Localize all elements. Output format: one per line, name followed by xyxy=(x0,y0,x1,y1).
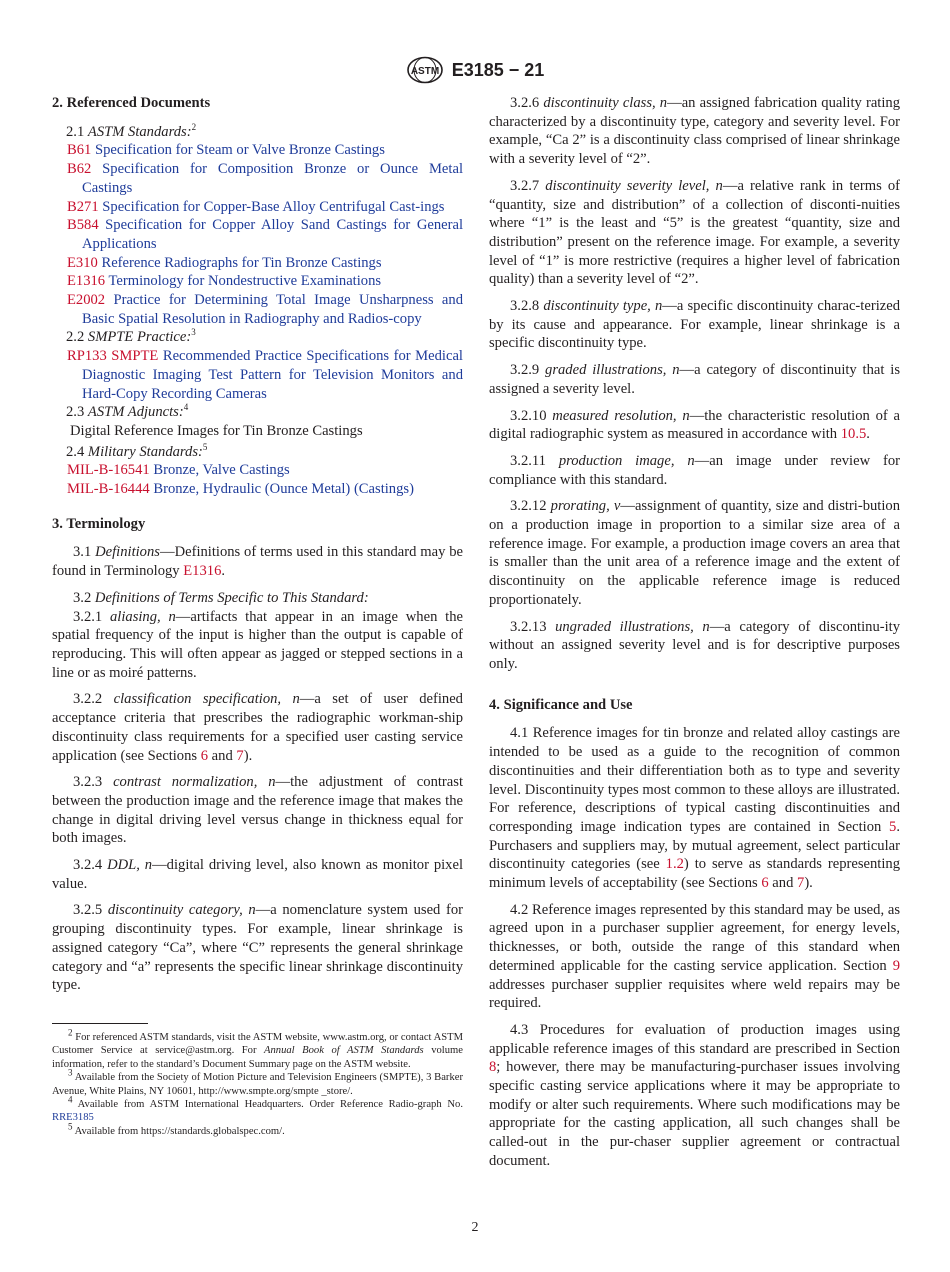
section-link[interactable]: 9 xyxy=(892,957,900,974)
section-link[interactable]: E1316 xyxy=(183,563,222,580)
section-link[interactable]: 7 xyxy=(797,875,805,892)
ref-title-link[interactable]: Specification for Composition Bronze or Ounce Metal Castings xyxy=(82,161,463,196)
ref-title-link[interactable]: Specification for Copper Alloy Sand Castings for General Applications xyxy=(82,217,464,252)
ref-item xyxy=(52,160,463,197)
section-2-heading: 2. Referenced Documents xyxy=(52,95,211,111)
ref-title-link[interactable]: Specification for Copper-Base Alloy Centrifugal Cast-ings xyxy=(102,198,445,215)
footnote-3: $^3$ Available from the Society of Motion Picture and Television Engineers (SMPTE), 3 Barker Avenue, White Plains, NY 10601, http://www.smpte.org/smpte _store/. xyxy=(52,1067,463,1097)
paragraph-3-2-4: 3.2.4 DDL, n—digital driving level, also known as monitor pixel value. xyxy=(52,857,463,892)
ref-code-link[interactable]: B584 xyxy=(67,217,99,234)
footnote-5: $^5$ Available from https://standards.globalspec.com/. xyxy=(68,1121,285,1137)
ref-code-link[interactable]: E1316 xyxy=(67,273,106,290)
paragraph-3-2-7: 3.2.7 discontinuity severity level, n—a relative rank in terms of “quantity, size and distribution” of a collection of disconti-nuities where “1” is the least and “5” is the greatest “quantity, size and distribution” present on the reference image. For example, a severity level of “1” is more restrictive (requires a higher level of fabrication quality) than a severity level of “2”. xyxy=(489,177,901,288)
subsection-2-3: 2.3 ASTM Adjuncts:$^4$ xyxy=(66,402,189,421)
document-id: E3185 − 21 xyxy=(451,59,545,80)
footnote-divider xyxy=(52,1023,148,1024)
paragraph-3-2-6: 3.2.6 discontinuity class, n—an assigned fabrication quality rating characterized by a discontinuity type, category and severity level. For example, “Ca 2” is a discontinuity class comprised of linear shrinkage with a severity level of “2”. xyxy=(489,95,900,168)
paragraph-3-2-13: 3.2.13 ungraded illustrations, n—a category of discontinu-ity without an assigned severity level and is for descriptive purposes only. xyxy=(489,618,901,672)
subsection-2-2: 2.2 SMPTE Practice:$^3$ xyxy=(66,327,196,346)
ref-code-link[interactable]: B271 xyxy=(67,198,99,215)
ref-item xyxy=(52,254,463,273)
ref-list-astm xyxy=(52,141,463,328)
paragraph-4-3: 4.3 Procedures for evaluation of production images using applicable reference images of this standard are prescribed in Section 8; however, there may be manufacturing-purchaser issues involving specific casting service applications where it may be appropriate to modify or alter such requirements. Where such modifications may be appropriate for the casting application, all such changes shall be called-out in the pur-chaser supplier agreement or contractual document. xyxy=(489,1021,901,1169)
paragraph-3-2-3: 3.2.3 contrast normalization, n—the adjustment of contrast between the production image and the reference image that makes the change in digital driving level versus change in thickness equal for both images. xyxy=(52,774,463,847)
paragraph-3-2-2: 3.2.2 classification specification, n—a set of user defined acceptance criteria that prescribes the radiographic workman-ship discontinuity class requirements for a specified user casting service application (see Sections 6 and 7). xyxy=(52,691,463,764)
ref-title-link[interactable]: Bronze, Valve Castings xyxy=(153,462,290,479)
svg-text:ASTM: ASTM xyxy=(410,66,439,77)
ref-code-link[interactable]: E2002 xyxy=(67,292,106,309)
ref-code-link[interactable]: E310 xyxy=(67,254,98,271)
paragraph-3-1: 3.1 Definitions—Definitions of terms used in this standard may be found in Terminology E1316. xyxy=(52,544,463,580)
section-link[interactable]: 8 xyxy=(489,1059,497,1076)
footnotes xyxy=(52,1027,464,1138)
ref-item xyxy=(52,347,463,403)
ref-title-link[interactable]: Specification for Steam or Valve Bronze Castings xyxy=(94,142,385,159)
ref-code-link[interactable]: RP133 SMPTE xyxy=(67,348,159,365)
paragraph-3-2: 3.2 Definitions of Terms Specific to This Standard: xyxy=(73,589,369,606)
paragraph-3-2-9: 3.2.9 graded illustrations, n—a category of discontinuity that is assigned a severity level. xyxy=(489,362,901,397)
section-link[interactable]: 6 xyxy=(200,747,209,764)
ref-title-link[interactable]: Practice for Determining Total Image Unsharpness and Basic Spatial Resolution in Radiography and Radios-copy xyxy=(82,292,463,327)
paragraph-4-1: 4.1 Reference images for tin bronze and related alloy castings are intended to be used as a guide to the recognition of common discontinuities and their differentiation both as to type and severity level. Discontinuity types most common to these alloys are illustrated. For reference, descriptions of typical casting discontinuities and corresponding image indication types are contained in Section 5. Purchasers and suppliers may, by mutual agreement, select particular discontinuity categories (see 1.2) to serve as standards representing minimum levels of acceptability (see Sections 6 and 7). xyxy=(489,725,900,892)
ref-item xyxy=(52,198,463,217)
paragraph-3-2-12: 3.2.12 prorating, v—assignment of quantity, size and distri-bution on a production image in proportion to a similar size area of a reference image. For example, a production image covers an area that is smaller than the unit area of a reference image and the extent of discontinuity on the applicable reference image is reduced proportionately. xyxy=(489,498,901,608)
ref-code-link[interactable]: B62 xyxy=(67,161,92,178)
ref-code-link[interactable]: B61 xyxy=(67,142,92,159)
ref-title-link[interactable]: Recommended Practice Specifications for Medical Diagnostic Imaging Test Pattern for Television Monitors and Hard-Copy Recording Cameras xyxy=(82,348,463,402)
section-3-heading: 3. Terminology xyxy=(52,515,146,532)
ref-title-link[interactable]: Terminology for Nondestructive Examinations xyxy=(108,273,382,290)
section-link[interactable]: 10.5 xyxy=(840,426,867,443)
subsection-2-1: 2.1 ASTM Standards:$^2$ xyxy=(66,121,197,140)
ref-title-link[interactable]: Reference Radiographs for Tin Bronze Castings xyxy=(101,254,382,271)
section-link[interactable]: 7 xyxy=(236,747,244,764)
ref-item xyxy=(52,480,463,499)
ref-code-link[interactable]: MIL-B-16444 xyxy=(67,481,150,498)
ref-title-link[interactable]: Bronze, Hydraulic (Ounce Metal) (Castings) xyxy=(153,481,414,498)
paragraph-3-2-10: 3.2.10 measured resolution, n—the characteristic resolution of a digital radiographic system as measured in accordance with 10.5. xyxy=(489,407,900,443)
adjunct-item: Digital Reference Images for Tin Bronze Castings xyxy=(70,422,363,439)
footnote-2: $^2$ For referenced ASTM standards, visit the ASTM website, www.astm.org, or contact ASTM Customer Service at service@astm.org. For Annual Book of ASTM Standards volume information, refer to the standard’s Document Summary page on the ASTM website. xyxy=(52,1027,464,1070)
page-header xyxy=(0,54,950,86)
ref-item xyxy=(52,216,463,253)
ref-code-link[interactable]: MIL-B-16541 xyxy=(67,462,150,479)
section-link[interactable]: 5 xyxy=(889,818,897,835)
right-column xyxy=(489,94,900,1179)
section-link[interactable]: 1.2 xyxy=(665,856,684,873)
footnote-link[interactable]: RRE3185 xyxy=(52,1112,94,1124)
ref-item xyxy=(52,141,463,160)
ref-item xyxy=(52,461,463,480)
astm-logo-icon xyxy=(406,56,444,84)
paragraph-3-2-11: 3.2.11 production image, n—an image under review for compliance with this standard. xyxy=(489,452,900,488)
ref-item xyxy=(52,291,463,328)
section-4-heading: 4. Significance and Use xyxy=(489,696,633,713)
subsection-2-4: 2.4 Military Standards:$^5$ xyxy=(66,441,208,460)
paragraph-4-2: 4.2 Reference images represented by this standard may be used, as agreed upon in a purchaser supplier agreement, for energy levels, thicknesses, or both, outside the range of this standard when determined applicable for the casting service application. Section 9 addresses purchaser supplier requisites where weld repairs may be required. xyxy=(489,901,900,1012)
paragraph-3-2-8: 3.2.8 discontinuity type, n—a specific discontinuity charac-terized by its cause and appearance. For example, linear shrinkage is a specific discontinuity type. xyxy=(489,298,900,352)
paragraph-3-2-5: 3.2.5 discontinuity category, n—a nomenclature system used for grouping discontinuity types. For example, linear shrinkage is assigned category “Ca”, where “C” represents the general shrinkage category and “a” represents the specific linear shrinkage discontinuity type. xyxy=(52,902,464,994)
paragraph-3-2-1: 3.2.1 aliasing, n—artifacts that appear in an image when the spatial frequency of the input is higher than the output is capable of reproducing. This will often appear as jagged or stepped sections in a line or as moiré patterns. xyxy=(52,608,463,681)
page-number: 2 xyxy=(471,1220,479,1235)
footnote-4: $^4$ Available from ASTM International Headquarters. Order Reference Radio-graph No. RRE3185 xyxy=(52,1094,463,1124)
ref-item xyxy=(52,272,463,291)
left-column xyxy=(52,94,463,1138)
section-link[interactable]: 6 xyxy=(761,875,769,892)
